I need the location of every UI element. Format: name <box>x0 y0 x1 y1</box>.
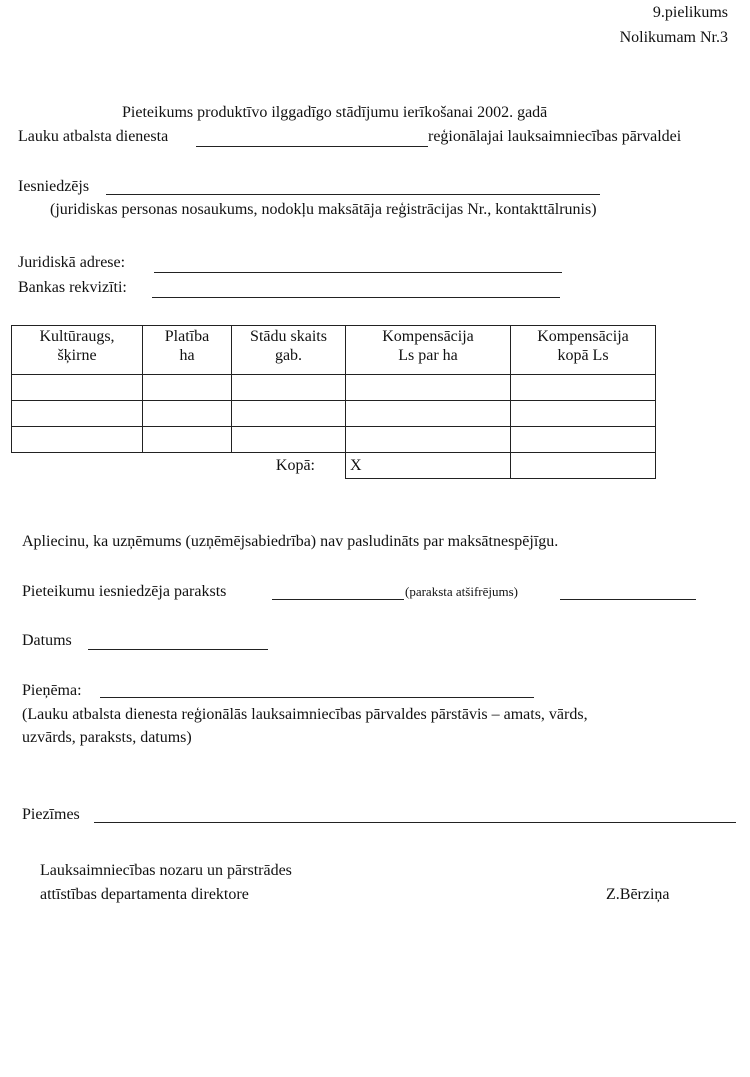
document-title: Pieteikums produktīvo ilggadīgo stādījumu ierīkošanai 2002. gadā <box>122 104 548 121</box>
header-text: ha <box>179 347 195 365</box>
recipient-prefix: Lauku atbalsta dienesta <box>18 128 169 145</box>
table-row <box>12 375 656 401</box>
director-department-line2: attīstības departamenta direktore <box>40 886 249 903</box>
total-label: Kopā: <box>232 453 346 479</box>
recipient-region-field[interactable] <box>196 146 428 147</box>
date-field[interactable] <box>88 649 268 650</box>
total-mark-cell: X <box>346 453 511 479</box>
total-blank-cell <box>143 453 232 479</box>
header-text: gab. <box>274 347 303 365</box>
planting-table <box>11 325 656 479</box>
table-cell[interactable] <box>12 427 143 453</box>
table-cell[interactable] <box>346 401 511 427</box>
table-cell[interactable] <box>511 427 656 453</box>
applicant-hint: (juridiskas personas nosaukums, nodokļu maksātāja reģistrācijas Nr., kontakttālrunis) <box>50 201 597 218</box>
address-label: Juridiskā adrese: <box>18 254 126 271</box>
column-header-area <box>143 326 232 375</box>
date-label: Datums <box>22 632 72 649</box>
header-text: Platība <box>164 328 210 345</box>
table-cell[interactable] <box>232 401 346 427</box>
table-cell[interactable] <box>511 401 656 427</box>
header-text: kopā Ls <box>557 347 609 365</box>
table-total-row <box>12 453 656 479</box>
table-cell[interactable] <box>511 375 656 401</box>
table-cell[interactable] <box>346 375 511 401</box>
table-cell[interactable] <box>232 375 346 401</box>
director-department-line1: Lauksaimniecības nozaru un pārstrādes <box>40 862 292 879</box>
table-cell[interactable] <box>143 427 232 453</box>
applicant-field[interactable] <box>106 194 600 195</box>
recipient-suffix: reģionālajai lauksaimniecības pārvaldei <box>428 128 682 145</box>
table-row <box>12 427 656 453</box>
signature-decode-field[interactable] <box>560 599 696 600</box>
header-text: Stādu skaits <box>250 328 327 345</box>
address-field[interactable] <box>154 272 562 273</box>
appendix-number: 9.pielikums <box>652 4 728 21</box>
header-text: Kompensācija <box>537 328 629 345</box>
table-cell[interactable] <box>346 427 511 453</box>
accepted-hint-line2: uzvārds, paraksts, datums) <box>22 729 192 746</box>
bank-field[interactable] <box>152 297 560 298</box>
header-text: Kompensācija <box>382 328 474 345</box>
table-cell[interactable] <box>143 375 232 401</box>
header-text: šķirne <box>57 347 97 365</box>
column-header-compensation-total <box>511 326 656 375</box>
solvency-declaration: Apliecinu, ka uzņēmums (uzņēmējsabiedrība) nav pasludināts par maksātnespējīgu. <box>22 533 559 550</box>
signature-label: Pieteikumu iesniedzēja paraksts <box>22 583 227 600</box>
accepted-label: Pieņēma: <box>22 682 82 699</box>
bank-label: Bankas rekvizīti: <box>18 279 127 296</box>
table-header-row <box>12 326 656 375</box>
signature-field[interactable] <box>272 599 404 600</box>
accepted-field[interactable] <box>100 697 534 698</box>
total-value-cell[interactable] <box>511 453 656 479</box>
regulation-reference: Nolikumam Nr.3 <box>619 29 728 46</box>
table-row <box>12 401 656 427</box>
notes-field[interactable] <box>94 822 736 823</box>
accepted-hint-line1: (Lauku atbalsta dienesta reģionālās lauksaimniecības pārvaldes pārstāvis – amats, vārds, <box>22 706 588 723</box>
director-name: Z.Bērziņa <box>606 886 670 903</box>
table-cell[interactable] <box>12 401 143 427</box>
applicant-label: Iesniedzējs <box>18 178 90 195</box>
column-header-compensation-per-ha <box>346 326 511 375</box>
total-blank-cell <box>12 453 143 479</box>
header-text: Kultūraugs, <box>39 328 115 345</box>
table-cell[interactable] <box>12 375 143 401</box>
signature-decode-label: (paraksta atšifrējums) <box>405 584 518 599</box>
notes-label: Piezīmes <box>22 806 80 823</box>
table-cell[interactable] <box>232 427 346 453</box>
header-text: Ls par ha <box>398 347 458 365</box>
table-cell[interactable] <box>143 401 232 427</box>
column-header-crop <box>12 326 143 375</box>
column-header-plant-count <box>232 326 346 375</box>
